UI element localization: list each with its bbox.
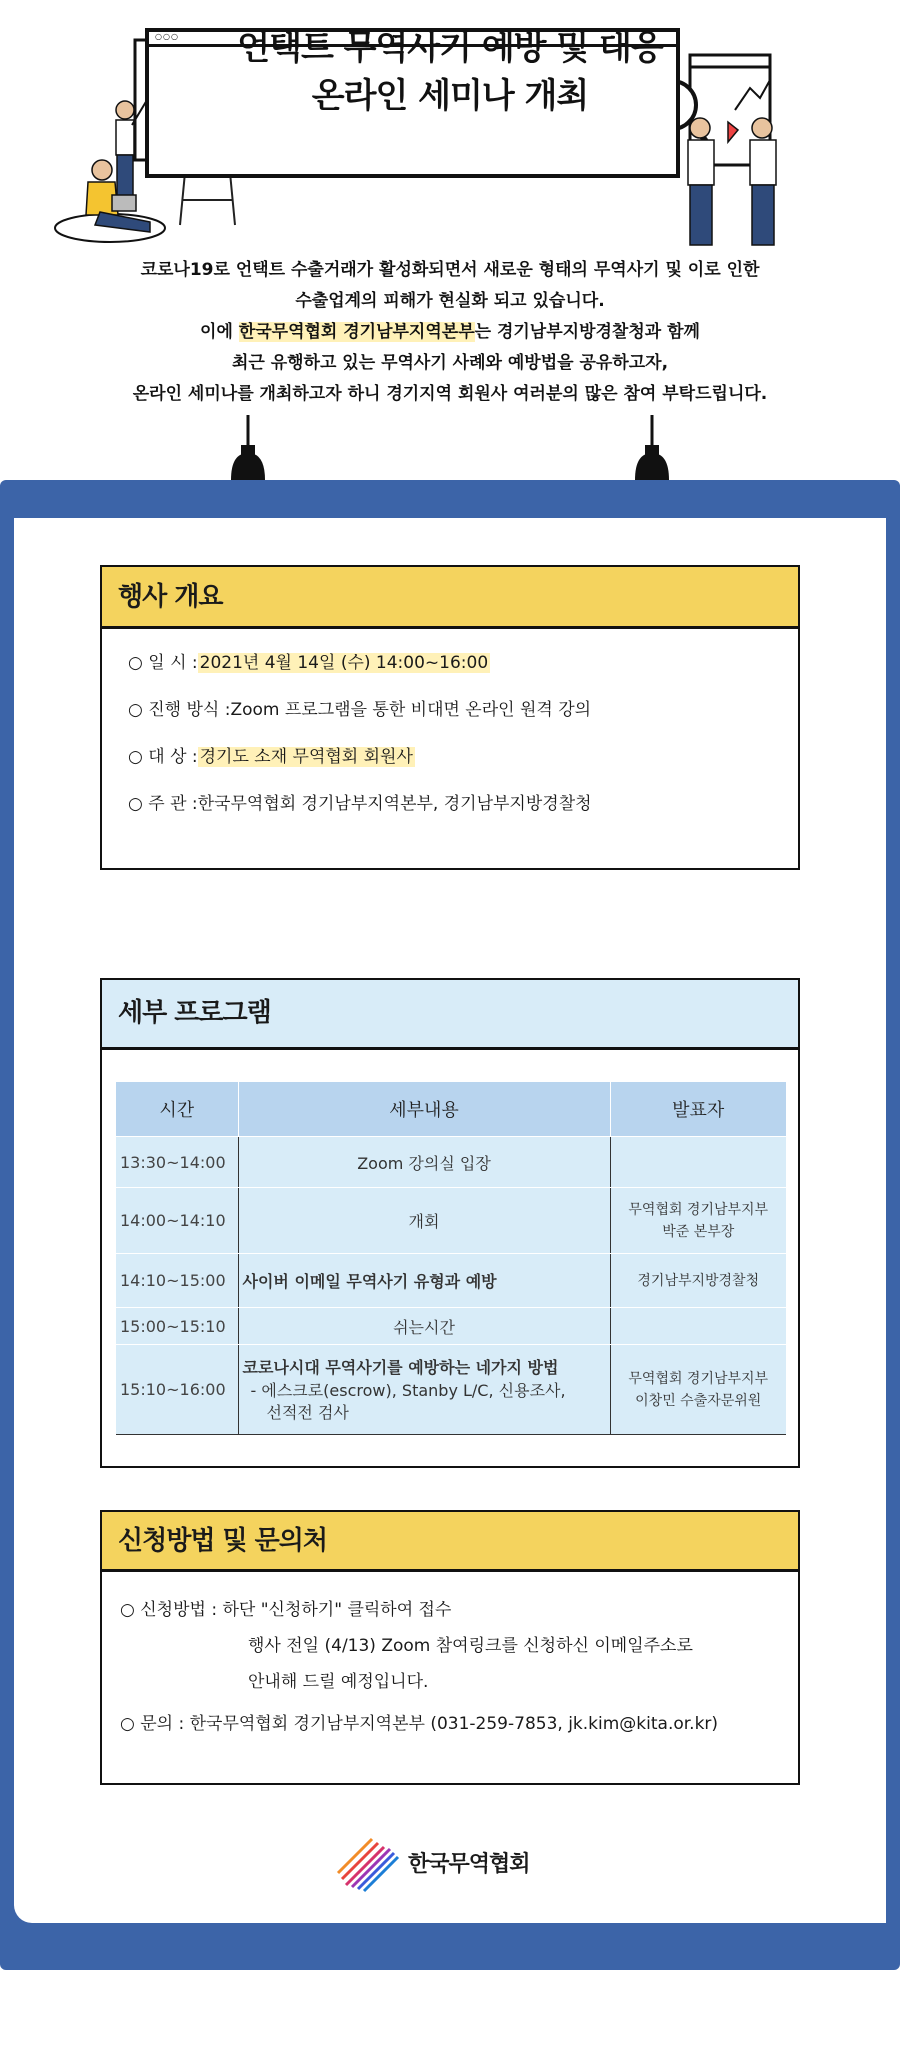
column-header-content: 세부내용 — [238, 1082, 610, 1137]
table-header-row — [116, 1082, 786, 1137]
page-title — [0, 24, 900, 120]
program-table — [116, 1082, 786, 1435]
apply-method-line-2: 행사 전일 (4/13) Zoom 참여링크를 신청하신 이메일주소로 — [248, 1636, 693, 1656]
overview-heading: 행사 개요 — [102, 567, 798, 629]
intro-line-3: 이에 한국무역협회 경기남부지역본부는 경기남부지방경찰청과 함께 — [200, 322, 700, 342]
row-speaker — [610, 1308, 786, 1345]
event-date: 2021년 4월 14일 (수) 14:00~16:00 — [199, 653, 489, 673]
table-row — [116, 1308, 786, 1345]
event-target: 경기도 소재 무역협회 회원사 — [199, 747, 413, 767]
row-time: 13:30~14:00 — [116, 1137, 238, 1188]
contact-info: ○ 문의 : 한국무역협회 경기남부지역본부 (031-259-7853, jk.kim@kita.or.kr) — [120, 1714, 719, 1734]
row-content: 쉬는시간 — [238, 1308, 610, 1345]
apply-section — [100, 1510, 800, 1785]
table-row — [116, 1254, 786, 1308]
title-line-2: 온라인 세미나 개최 — [311, 76, 589, 116]
kita-logo-icon — [330, 1825, 402, 1895]
overview-section — [100, 565, 800, 870]
event-method: Zoom 프로그램을 통한 비대면 온라인 원격 강의 — [230, 700, 592, 720]
row-speaker: 경기남부지방경찰청 — [610, 1254, 786, 1308]
overview-target-row: ○ 대 상 :경기도 소재 무역협회 회원사 — [128, 747, 413, 767]
event-host: 한국무역협회 경기남부지역본부, 경기남부지방경찰청 — [197, 794, 592, 814]
row-time: 14:10~15:00 — [116, 1254, 238, 1308]
row-content: 코로나시대 무역사기를 예방하는 네가지 방법 - 에스크로(escrow), Stanby L/C, 신용조사, 선적전 검사 — [238, 1345, 610, 1435]
row-content: Zoom 강의실 입장 — [238, 1137, 610, 1188]
intro-line-2: 수출업계의 피해가 현실화 되고 있습니다. — [295, 291, 605, 311]
overview-host-row: ○ 주 관 :한국무역협회 경기남부지역본부, 경기남부지방경찰청 — [128, 794, 592, 814]
row-content: 개회 — [238, 1188, 610, 1254]
intro-line-4: 최근 유행하고 있는 무역사기 사례와 예방법을 공유하고자, — [231, 353, 669, 373]
overview-date-row: ○ 일 시 :2021년 4월 14일 (수) 14:00~16:00 — [128, 653, 489, 673]
window-dots-icon: ○○○ — [155, 32, 179, 41]
intro-line-5: 온라인 세미나를 개최하고자 하니 경기지역 회원사 여러분의 많은 참여 부탁드립니다. — [132, 384, 768, 404]
organizer-highlight: 한국무역협회 경기남부지역본부 — [238, 322, 475, 342]
apply-method-line-3: 안내해 드릴 예정입니다. — [248, 1672, 429, 1692]
row-speaker: 무역협회 경기남부지부 이창민 수출자문위원 — [610, 1345, 786, 1435]
column-header-time: 시간 — [116, 1082, 238, 1137]
column-header-speaker: 발표자 — [610, 1082, 786, 1137]
row-speaker: 무역협회 경기남부지부 박준 본부장 — [610, 1188, 786, 1254]
program-heading: 세부 프로그램 — [102, 980, 798, 1050]
row-time: 14:00~14:10 — [116, 1188, 238, 1254]
intro-line-1: 코로나19로 언택트 수출거래가 활성화되면서 새로운 형태의 무역사기 및 이로 인한 — [140, 260, 760, 280]
table-row — [116, 1188, 786, 1254]
row-content: 사이버 이메일 무역사기 유형과 예방 — [238, 1254, 610, 1308]
apply-heading: 신청방법 및 문의처 — [102, 1512, 798, 1572]
hanger-pin-icon — [213, 415, 283, 485]
hanger-pin-icon — [617, 415, 687, 485]
title-line-1: 언택트 무역사기 예방 및 대응 — [237, 28, 663, 68]
logo-text: 한국무역협회 — [408, 1852, 530, 1877]
apply-body — [102, 1572, 798, 1742]
apply-method-row: ○ 신청방법 : 하단 "신청하기" 클릭하여 접수 — [120, 1600, 452, 1620]
row-speaker — [610, 1137, 786, 1188]
kita-logo — [330, 1825, 570, 1895]
hero-banner — [0, 0, 900, 250]
program-section — [100, 978, 800, 1468]
table-row — [116, 1137, 786, 1188]
overview-list — [102, 629, 798, 816]
row-time: 15:10~16:00 — [116, 1345, 238, 1435]
row-time: 15:00~15:10 — [116, 1308, 238, 1345]
intro-text — [70, 255, 830, 410]
overview-method-row: ○ 진행 방식 :Zoom 프로그램을 통한 비대면 온라인 원격 강의 — [128, 700, 592, 720]
table-row — [116, 1345, 786, 1435]
